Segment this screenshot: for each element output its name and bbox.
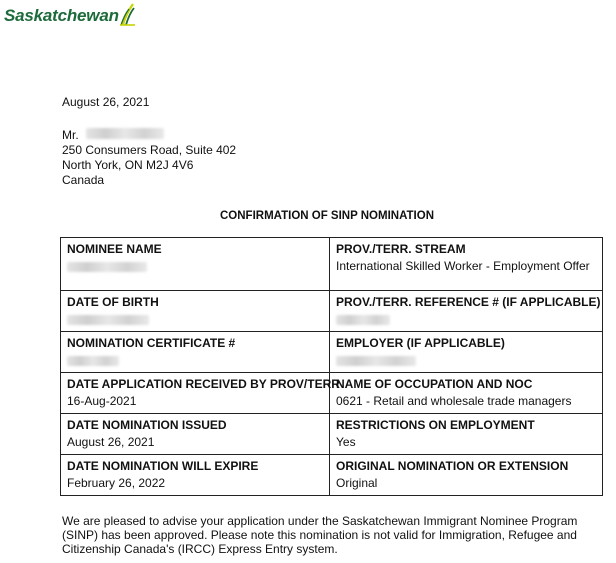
cell-value: August 26, 2021 [67, 435, 155, 449]
table-row [61, 291, 603, 332]
cell-label: RESTRICTIONS ON EMPLOYMENT [336, 418, 535, 432]
cell-value: 16-Aug-2021 [67, 394, 137, 408]
nomination-table [60, 237, 603, 496]
cell-label: NOMINATION CERTIFICATE # [67, 336, 236, 350]
table-row [61, 238, 603, 291]
address-line-1: 250 Consumers Road, Suite 402 [62, 143, 237, 157]
date-issued-cell [61, 414, 330, 455]
redacted-value [336, 356, 416, 366]
cell-label: EMPLOYER (IF APPLICABLE) [336, 336, 505, 350]
cell-value: 0621 - Retail and wholesale trade managers [336, 394, 572, 408]
table-row [61, 373, 603, 414]
reference-cell [330, 291, 603, 332]
cell-label: PROV./TERR. REFERENCE # (IF APPLICABLE) [336, 295, 601, 309]
saskatchewan-logo [4, 5, 136, 33]
cell-label: PROV./TERR. STREAM [336, 242, 466, 256]
cell-label: DATE APPLICATION RECEIVED BY PROV/TERR [67, 377, 340, 391]
cell-label: DATE OF BIRTH [67, 295, 159, 309]
salutation: Mr. [62, 128, 79, 142]
cell-label: DATE NOMINATION ISSUED [67, 418, 227, 432]
cell-label: NOMINEE NAME [67, 242, 162, 256]
address-line-3: Canada [62, 173, 105, 187]
cell-value: February 26, 2022 [67, 476, 166, 490]
original-cell [330, 455, 603, 496]
cell-value: Yes [336, 435, 356, 449]
redacted-value [336, 315, 390, 325]
redacted-value [67, 315, 149, 325]
stream-cell [330, 238, 603, 291]
addressee-line [62, 128, 236, 143]
nominee-name-cell [61, 238, 330, 291]
date-expire-cell [61, 455, 330, 496]
letter-date: August 26, 2021 [62, 95, 150, 109]
redacted-value [67, 356, 119, 366]
document-heading: CONFIRMATION OF SINP NOMINATION [219, 210, 435, 222]
recipient-address [62, 128, 236, 188]
table-row [61, 455, 603, 496]
redacted-name [86, 128, 164, 139]
logo-text: Saskatchewan [4, 6, 119, 25]
employer-cell [330, 332, 603, 373]
occupation-cell [330, 373, 603, 414]
cell-value: International Skilled Worker - Employment Offer [336, 259, 590, 273]
address-line-2: North York, ON M2J 4V6 [62, 158, 194, 172]
cell-value: Original [336, 476, 378, 490]
restrictions-cell [330, 414, 603, 455]
date-received-cell [61, 373, 340, 414]
table-row [61, 414, 603, 455]
table-row [61, 332, 603, 373]
certificate-cell [61, 332, 330, 373]
dob-cell [61, 291, 330, 332]
cell-label: NAME OF OCCUPATION AND NOC [336, 377, 533, 391]
cell-label: ORIGINAL NOMINATION OR EXTENSION [336, 459, 569, 473]
redacted-value [67, 262, 147, 272]
wheat-sheaf-icon [120, 3, 136, 27]
approval-paragraph: We are pleased to advise your application under the Saskatchewan Immigrant Nominee Program (SINP) has been approved. Please note this nomination is not valid for Immigration, Refugee and Citizenship Canada's (IRCC) Express Entry system. [62, 514, 578, 556]
cell-label: DATE NOMINATION WILL EXPIRE [67, 459, 259, 473]
